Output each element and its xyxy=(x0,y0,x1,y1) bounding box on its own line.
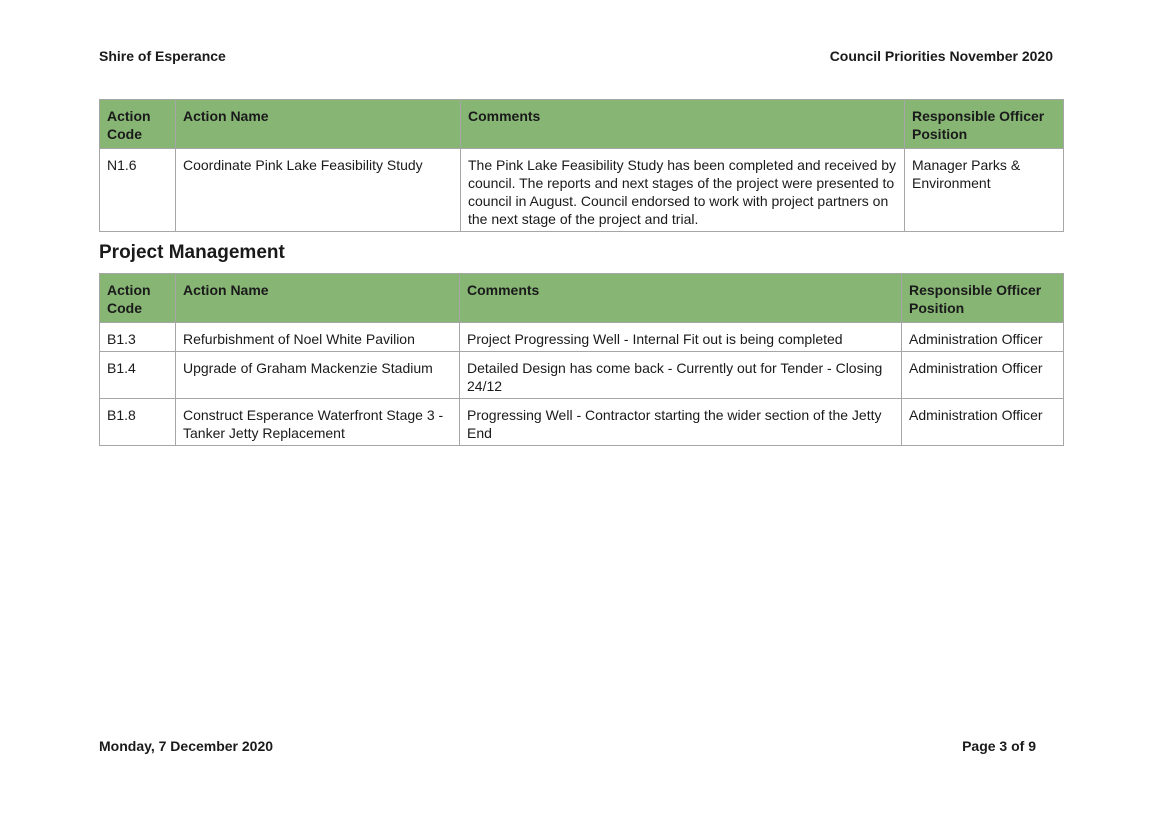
action-code-cell: B1.4 xyxy=(100,352,176,399)
column-header-responsible-officer: Responsible Officer Position xyxy=(902,274,1064,323)
priorities-table xyxy=(99,99,1064,232)
table-row xyxy=(100,323,1064,352)
comments-cell: Project Progressing Well - Internal Fit out is being completed xyxy=(460,323,902,352)
page-number: Page 3 of 9 xyxy=(962,738,1036,754)
table-row xyxy=(100,149,1064,232)
table-row xyxy=(100,399,1064,446)
column-header-action-name: Action Name xyxy=(176,100,461,149)
action-code-cell: B1.3 xyxy=(100,323,176,352)
comments-cell: Detailed Design has come back - Currently out for Tender - Closing 24/12 xyxy=(460,352,902,399)
table-header-row xyxy=(100,274,1064,323)
action-name-cell: Upgrade of Graham Mackenzie Stadium xyxy=(176,352,460,399)
responsible-officer-cell: Administration Officer xyxy=(902,352,1064,399)
column-header-action-code: Action Code xyxy=(100,274,176,323)
comments-cell: The Pink Lake Feasibility Study has been completed and received by council. The reports and next stages of the project were presented to council in August. Council endorsed to work with project partners on the next stage of the project and trial. xyxy=(461,149,905,232)
column-header-responsible-officer: Responsible Officer Position xyxy=(905,100,1064,149)
table-row xyxy=(100,352,1064,399)
footer-date: Monday, 7 December 2020 xyxy=(99,738,274,754)
action-name-cell: Coordinate Pink Lake Feasibility Study xyxy=(176,149,461,232)
action-name-cell: Refurbishment of Noel White Pavilion xyxy=(176,323,460,352)
column-header-comments: Comments xyxy=(461,100,905,149)
document-header-organisation: Shire of Esperance xyxy=(99,48,226,64)
column-header-action-name: Action Name xyxy=(176,274,460,323)
column-header-comments: Comments xyxy=(460,274,902,323)
action-name-cell: Construct Esperance Waterfront Stage 3 - Tanker Jetty Replacement xyxy=(176,399,460,446)
responsible-officer-cell: Administration Officer xyxy=(902,399,1064,446)
section-heading: Project Management xyxy=(99,242,285,263)
document-header-title: Council Priorities November 2020 xyxy=(829,48,1053,64)
column-header-action-code: Action Code xyxy=(100,100,176,149)
responsible-officer-cell: Manager Parks & Environment xyxy=(905,149,1064,232)
comments-cell: Progressing Well - Contractor starting the wider section of the Jetty End xyxy=(460,399,902,446)
project-management-table xyxy=(99,273,1064,446)
action-code-cell: B1.8 xyxy=(100,399,176,446)
table-header-row xyxy=(100,100,1064,149)
action-code-cell: N1.6 xyxy=(100,149,176,232)
responsible-officer-cell: Administration Officer xyxy=(902,323,1064,352)
